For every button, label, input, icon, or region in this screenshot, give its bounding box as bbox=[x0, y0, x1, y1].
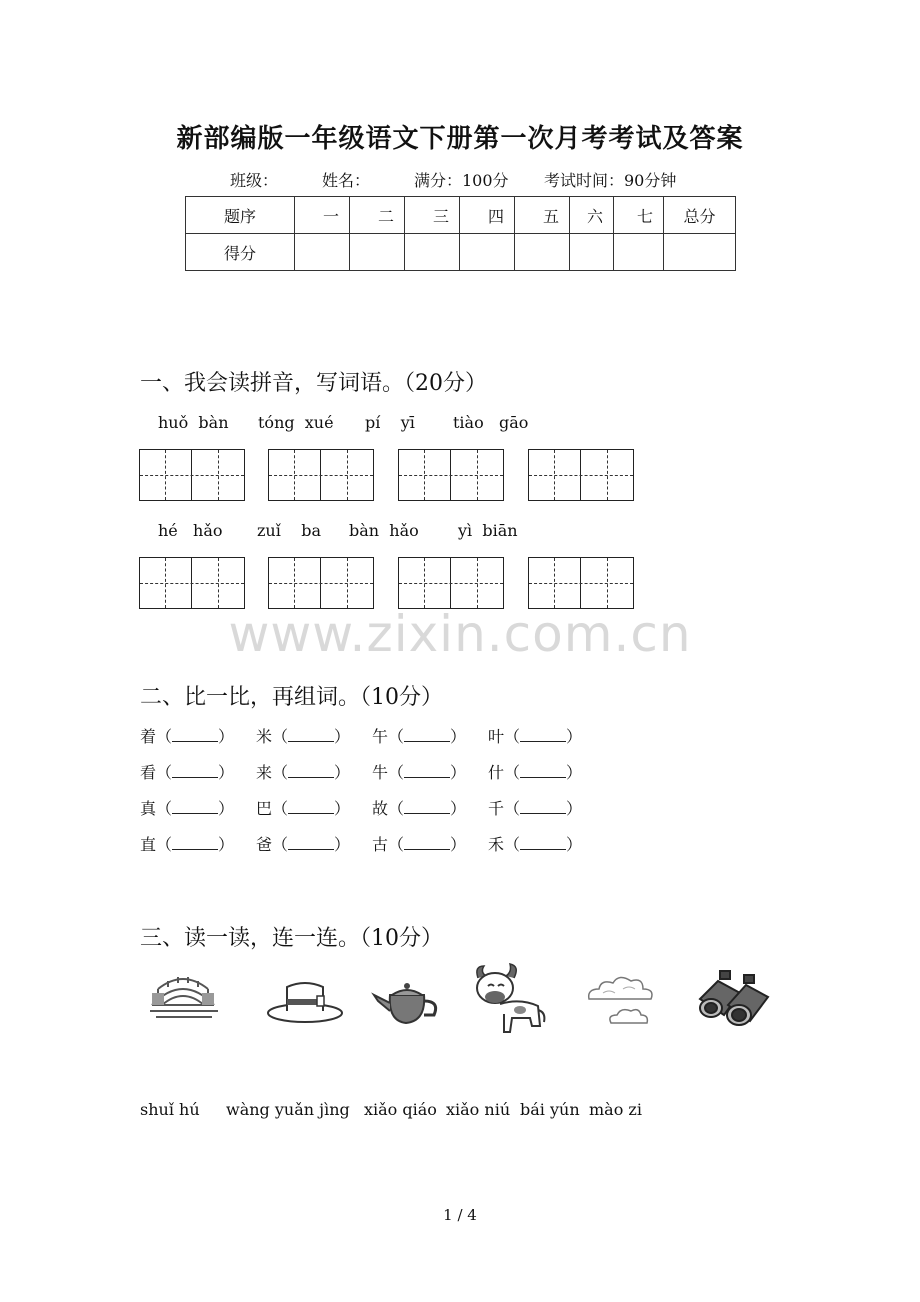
pinyin-option: shuǐ hú bbox=[140, 1100, 200, 1119]
close-paren: ） bbox=[218, 835, 235, 854]
pinyin-label: zuǐ ba bbox=[257, 521, 321, 540]
header-cell: 四 bbox=[460, 197, 515, 234]
compare-item bbox=[372, 760, 466, 783]
answer-blank[interactable] bbox=[172, 727, 218, 742]
compare-char: 真 bbox=[140, 799, 157, 818]
hat-picture bbox=[265, 965, 345, 1035]
close-paren: ） bbox=[566, 835, 583, 854]
open-paren: （ bbox=[504, 799, 521, 818]
section2-title: 二、比一比，再组词。（10分） bbox=[140, 685, 443, 710]
open-paren: （ bbox=[504, 763, 521, 782]
pinyin-label: pí yī bbox=[365, 413, 415, 432]
open-paren: （ bbox=[272, 835, 289, 854]
pinyin-option: xiǎo niú bbox=[446, 1100, 511, 1119]
score-cell[interactable] bbox=[350, 234, 405, 271]
close-paren: ） bbox=[566, 799, 583, 818]
pinyin-option: wàng yuǎn jìng bbox=[226, 1100, 350, 1119]
pinyin-label: tóng xué bbox=[258, 413, 334, 432]
compare-item bbox=[256, 796, 350, 819]
close-paren: ） bbox=[450, 835, 467, 854]
compare-char: 古 bbox=[372, 835, 389, 854]
compare-char: 米 bbox=[256, 727, 273, 746]
class-label: 班级： bbox=[230, 171, 279, 190]
close-paren: ） bbox=[218, 799, 235, 818]
open-paren: （ bbox=[272, 799, 289, 818]
answer-blank[interactable] bbox=[172, 799, 218, 814]
compare-item bbox=[140, 832, 234, 855]
teapot-picture bbox=[368, 965, 448, 1035]
answer-blank[interactable] bbox=[404, 763, 450, 778]
answer-blank[interactable] bbox=[172, 835, 218, 850]
open-paren: （ bbox=[272, 727, 289, 746]
compare-item bbox=[256, 760, 350, 783]
answer-blank[interactable] bbox=[172, 763, 218, 778]
pinyin-label: huǒ bàn bbox=[158, 413, 229, 432]
answer-blank[interactable] bbox=[288, 799, 334, 814]
compare-char: 什 bbox=[488, 763, 505, 782]
close-paren: ） bbox=[334, 727, 351, 746]
open-paren: （ bbox=[504, 727, 521, 746]
answer-blank[interactable] bbox=[288, 763, 334, 778]
answer-blank[interactable] bbox=[404, 727, 450, 742]
compare-item bbox=[488, 724, 582, 747]
open-paren: （ bbox=[156, 727, 173, 746]
score-table-header-row bbox=[186, 197, 736, 234]
score-cell[interactable] bbox=[460, 234, 515, 271]
exam-time: 考试时间：90分钟 bbox=[544, 171, 677, 190]
close-paren: ） bbox=[218, 763, 235, 782]
answer-blank[interactable] bbox=[404, 835, 450, 850]
open-paren: （ bbox=[388, 727, 405, 746]
writing-grid[interactable] bbox=[268, 449, 374, 501]
close-paren: ） bbox=[566, 727, 583, 746]
score-cell[interactable] bbox=[614, 234, 664, 271]
close-paren: ） bbox=[450, 763, 467, 782]
writing-grid[interactable] bbox=[528, 449, 634, 501]
header-cell: 五 bbox=[515, 197, 570, 234]
close-paren: ） bbox=[334, 799, 351, 818]
close-paren: ） bbox=[566, 763, 583, 782]
compare-item bbox=[256, 832, 350, 855]
compare-item bbox=[140, 796, 234, 819]
compare-item bbox=[488, 760, 582, 783]
answer-blank[interactable] bbox=[520, 727, 566, 742]
pinyin-label: bàn hǎo bbox=[349, 521, 419, 540]
pinyin-option: xiǎo qiáo bbox=[364, 1100, 437, 1119]
open-paren: （ bbox=[156, 835, 173, 854]
open-paren: （ bbox=[156, 799, 173, 818]
open-paren: （ bbox=[272, 763, 289, 782]
answer-blank[interactable] bbox=[520, 835, 566, 850]
compare-item bbox=[256, 724, 350, 747]
close-paren: ） bbox=[450, 799, 467, 818]
header-cell: 三 bbox=[405, 197, 460, 234]
compare-item bbox=[372, 796, 466, 819]
answer-blank[interactable] bbox=[520, 799, 566, 814]
score-cell[interactable] bbox=[664, 234, 736, 271]
writing-grid[interactable] bbox=[268, 557, 374, 609]
section1-title: 一、我会读拼音，写词语。（20分） bbox=[140, 371, 487, 396]
open-paren: （ bbox=[156, 763, 173, 782]
compare-char: 禾 bbox=[488, 835, 505, 854]
compare-char: 午 bbox=[372, 727, 389, 746]
bridge-picture bbox=[148, 965, 228, 1035]
pinyin-label: tiào gāo bbox=[453, 413, 529, 432]
header-cell: 二 bbox=[350, 197, 405, 234]
compare-char: 来 bbox=[256, 763, 273, 782]
answer-blank[interactable] bbox=[288, 835, 334, 850]
open-paren: （ bbox=[388, 763, 405, 782]
page-number: 1 / 4 bbox=[443, 1206, 477, 1224]
writing-grid[interactable] bbox=[398, 557, 504, 609]
score-cell[interactable] bbox=[295, 234, 350, 271]
compare-item bbox=[372, 832, 466, 855]
pinyin-label: yì biān bbox=[458, 521, 518, 540]
open-paren: （ bbox=[388, 835, 405, 854]
compare-char: 直 bbox=[140, 835, 157, 854]
compare-char: 爸 bbox=[256, 835, 273, 854]
cloud-picture bbox=[585, 965, 665, 1035]
compare-char: 看 bbox=[140, 763, 157, 782]
header-cell: 总分 bbox=[664, 197, 736, 234]
compare-char: 牛 bbox=[372, 763, 389, 782]
binoculars-picture bbox=[694, 965, 774, 1035]
header-cell: 七 bbox=[614, 197, 664, 234]
compare-item bbox=[372, 724, 466, 747]
pinyin-option: mào zi bbox=[589, 1100, 642, 1119]
writing-grid[interactable] bbox=[139, 449, 245, 501]
writing-grid[interactable] bbox=[528, 557, 634, 609]
answer-blank[interactable] bbox=[404, 799, 450, 814]
close-paren: ） bbox=[450, 727, 467, 746]
compare-item bbox=[488, 796, 582, 819]
close-paren: ） bbox=[334, 763, 351, 782]
section3-title: 三、读一读，连一连。（10分） bbox=[140, 926, 443, 951]
name-label: 姓名： bbox=[322, 171, 371, 190]
compare-item bbox=[140, 724, 234, 747]
score-cell[interactable] bbox=[570, 234, 614, 271]
writing-grid[interactable] bbox=[398, 449, 504, 501]
compare-char: 着 bbox=[140, 727, 157, 746]
row-label: 得分 bbox=[186, 234, 295, 271]
pinyin-option: bái yún bbox=[520, 1100, 580, 1119]
open-paren: （ bbox=[388, 799, 405, 818]
compare-char: 巴 bbox=[256, 799, 273, 818]
open-paren: （ bbox=[504, 835, 521, 854]
full-score: 满分：100分 bbox=[414, 171, 509, 190]
watermark: www.zixin.com.cn bbox=[228, 605, 692, 663]
compare-char: 故 bbox=[372, 799, 389, 818]
score-table bbox=[185, 196, 736, 271]
close-paren: ） bbox=[218, 727, 235, 746]
header-cell: 六 bbox=[570, 197, 614, 234]
compare-char: 千 bbox=[488, 799, 505, 818]
answer-blank[interactable] bbox=[288, 727, 334, 742]
close-paren: ） bbox=[334, 835, 351, 854]
writing-grid[interactable] bbox=[139, 557, 245, 609]
compare-char: 叶 bbox=[488, 727, 505, 746]
compare-item bbox=[488, 832, 582, 855]
calf-picture bbox=[470, 960, 550, 1042]
compare-item bbox=[140, 760, 234, 783]
score-table-score-row bbox=[186, 234, 736, 271]
score-cell[interactable] bbox=[405, 234, 460, 271]
header-cell: 一 bbox=[295, 197, 350, 234]
pinyin-label: hé hǎo bbox=[158, 521, 223, 540]
score-cell[interactable] bbox=[515, 234, 570, 271]
answer-blank[interactable] bbox=[520, 763, 566, 778]
page-title: 新部编版一年级语文下册第一次月考考试及答案 bbox=[176, 124, 744, 154]
header-cell: 题序 bbox=[186, 197, 295, 234]
